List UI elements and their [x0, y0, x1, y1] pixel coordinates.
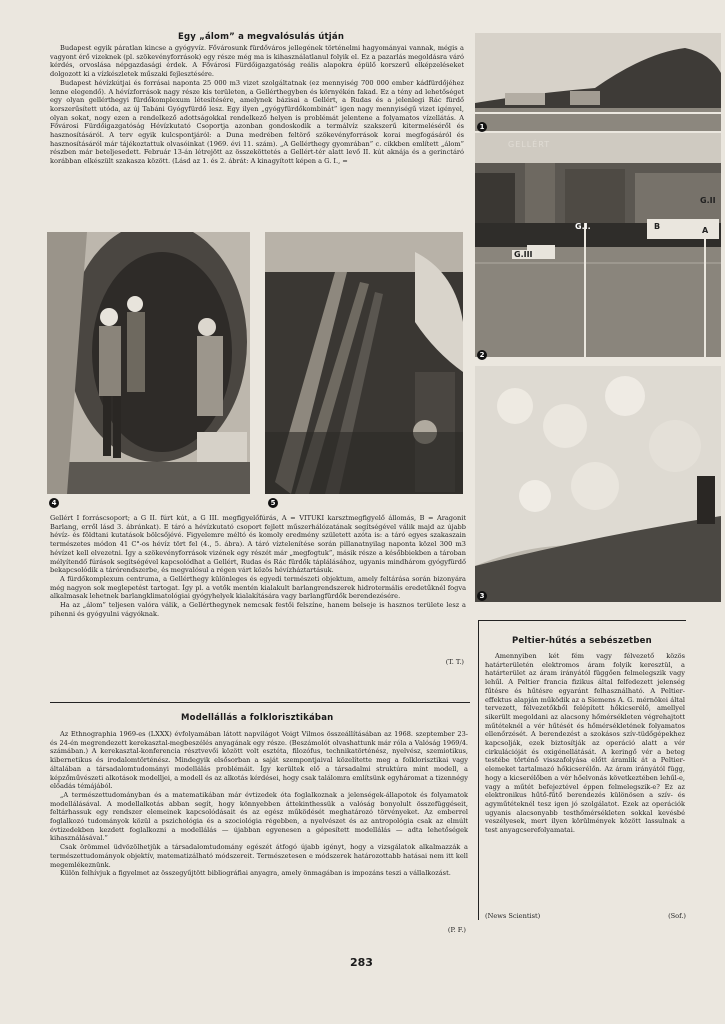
paragraph: Ha az „álom” teljesen valóra válik, a Gellérthegynek nemcsak festői felszíne, hanem belseje is hasznos területe lesz a pihenni és gyógyulni vágyóknak.: [50, 601, 466, 618]
article-title: Modellállás a folklorisztikában: [181, 713, 334, 723]
photo-label: G.III: [514, 250, 533, 259]
article-body: [50, 730, 468, 920]
divider: [478, 620, 686, 621]
gellert-hill-photo: [475, 33, 721, 131]
labeled-site-photo: [475, 133, 721, 357]
page-number: 283: [350, 956, 373, 969]
article-title: Peltier-hűtés a sebészetben: [512, 636, 652, 646]
tunnel-pipes-photo: [265, 232, 463, 494]
paragraph: Az Ethnographia 1969-es (LXXX) évfolyamában látott napvilágot Voigt Vilmos összeállításában az 1968. szeptember 23- és 24-én megrendezett kerekasztal-megbeszélés anyagának egy része. (Beszámolót olvashattunk már róla a Valóság 1969/4. számában.) A kerekasztal-konferencia résztvevői között volt esztéta, filozófus, technikatörténész, nyelvész, szemiotikus, kibernetikus és irodalomtörténész. Mindegyik elsősorban a saját szempontjaival közelítette meg a folklorisztikai vagy általában a társadalomtudományi modellálás problémáit. Így kerültek elő a társadalmi struktúra mint modell, a képzőművészeti alkotások modelljei, a modell és az alkotás kérdései, hogy csak találomra említsünk egyháromat a tizennégy előadás témájából.: [50, 730, 468, 791]
paragraph: Amennyiben két fém vagy félvezető közös határterületén elektromos áram folyik keresztül, a határterület az áram irányától függően felmelegszik vagy lehűl. A Peltier francia fizikus által felfedezett jelenség fűtésre és hűtésre egyaránt felhasználható. A Peltier-effektus alapján működik az a Siemens A. G. mérnökei által tervezett, félvezetőkből felépített hőkicserélő, amellyel sikerült megoldani az alacsony hőmérsékleten végrehajtott műtéteknél a vér hűtését és hőmérsékletének folyamatos ellenőrzését. A berendezést a szokásos szív-tüdőgépekhez kapcsolják, ezek biztosítják az operáció alatt a vér cirkulációját és oxigénellátását. A keringő vér a beteg testébe történő visszafolyása előtt áramlik át a Peltier-elemeket tartalmazó hőkicserélőn. Az áram irányától függ, hogy a kicserélőben a vér hőelvonás következtében lehűl-e, vagy a műtét befejeztével éppen felmelegszik-e? Ez az elektronikus hűtő-fűtő berendezés különösen a szív- és agyműtéteknél tesz igen jó szolgálatot. Ezek az operációk ugyanis alacsonyabb testhőmérsékleten sokkal kevésbé veszélyesek, mert ilyen körülmények között lassulnak a test anyagcserefolyamatai.: [485, 652, 685, 835]
article-body: [50, 44, 464, 216]
paragraph: Budapest egyik páratlan kincse a gyógyvíz. Fővárosunk fürdőváros jellegének történelmi hagyományai vannak, mégis a vagyont érő vizeknek (pl. szökevényforrások) egy része még ma is kihasználatlanul folyik el. Ez a pazarlás megoldásra váró kérdés, orvoslása népgazdasági érdek. A Fővárosi Fürdőigazgatóság reális alapokra épülő korszerű elképzeléseket dolgozott ki a vízkészletek műszaki fejlesztésére.: [50, 44, 464, 79]
article-source: (News Scientist): [485, 912, 541, 920]
figure-number: 5: [268, 498, 278, 508]
article-body: [50, 514, 466, 654]
paragraph: Csak örömmel üdvözölhetjük a társadalomtudomány egészét átfogó újabb igényt, hogy a vizsgálatok alkalmazzák a természettudományok objektív, matematizálható módszereit. Természetesen e módszerek határozottabb hatásai nem itt kell megemlékeznünk.: [50, 843, 468, 869]
divider: [478, 620, 479, 920]
article-signature: (T. T.): [445, 658, 464, 666]
aragonite-cave-photo: [475, 366, 721, 602]
photo-label: B: [654, 222, 661, 231]
photo-sign-text: GELLÉRT: [508, 140, 551, 149]
paragraph: „A természettudományban és a matematikában már évtizedek óta foglalkoznak a jelenségek-állapotok és folyamatok modellálásával. A modellalkotás abban segít, hogy könnyebben áttekinthessük a valóság bonyolult összefüggéseit, feltárhassuk egy rendszer elemeinek kapcsolódásait és az egész működését meghatározó törvényeket. Az emberrel foglalkozó tudományok közül a pszichológia és a szociológia régebben, a nyelvészet és az antropológia csak az elmúlt évtizedekben kezdett foglalkozni a modellálás — újabban egyenesen a gépesített modellálás — adta lehetőségek kihasználásával.”: [50, 790, 468, 843]
paragraph: Budapest hévízkútjai és forrásai naponta 25 000 m3 vizet szolgáltatnak (ez mennyiség 700 000 ember kádfürdőjéhez lenne elegendő). A hévízforrások nagy része kis területen, a Gellérthegyben és környékén fakad. Ez a tény ad lehetőséget egy olyan gellérthegyi fürdőkomplexum létesítésére, amelynek bázisai a Gellért, a Rudas és a jelenlegi Rác fürdő korszerűsített utóda, az új Tabáni Gyógyfürdő lesz. Egy ilyen „gyógyfürdőkombinát” igen nagy mennyiségű vizet igényel, olyan sokat, nogy ezen a rendelkező adottságokkal rendelkező helyen is problémát jelentene a folyamatos vízellátás. A Fővárosi Fürdőigazgatóság Hévízkutató Csoportja azonban gondoskodik a termálvíz szakszerű kitermeléséről és hasznosításáról. A terv egyik kulcspontjáról: a Duna medrében feltörő szökevényforrások korai megfogásáról és hasznosításáról már tájékoztattuk olvasóinkat (1969. évi 11. szám). „A Gellérthegy gyomrában” c. cikkben említett „álom” részben már beteljesedett. Február 13-án létrejött az összeköttetés a Gellért-tér alatt levő II. kút aknája és a gerinctáró korábban elkészült szakasza között. (Lásd az 1. és 2. ábrát: A kinagyított képen a G. I., =: [50, 78, 464, 166]
article-body: [485, 652, 685, 910]
paragraph: Gellért I forráscsoport; a G II. fúrt kút, a G III. megfigyelőfúrás, A = VITUKI karsztmegfigyelő állomás, B = Aragonit Barlang, erről lásd 3. ábránkat). E táró a hévízkutató csoport fejlett műszerhálózatának segítségével válik majd az újabb hévíz- és földtani kutatások bölcsőjévé. Figyelemre méltó és komoly eredmény született azóta is: a táró egyes szakaszain természetes módon 41 C°-os hévíz tört fel (4., 5. ábra). A táró víztelenítése során pillanatnyilag naponta közel 300 m3 hévízet kell elvezetni. Így a szökevényforrások vizének egy részét már „megfogtuk”, másik része a későbbiekben a tároban mélyítendő fúrások segítségével kapcsolódhat a Gellért, Rudas és Rác fürdők táplálásához, ugyanis mindhárom gyógyfürdő bekapcsolódik a tárórendszerbe, és megvalósul a régen várt közös hévízháztartásuk.: [50, 514, 466, 575]
article-title: Egy „álom” a megvalósulás útján: [178, 32, 345, 42]
divider: [50, 702, 470, 703]
paragraph: Külön felhívjuk a figyelmet az összegyűjtött bibliográfiai anyagra, amely önmagában is impozáns teszi a vállalkozást.: [60, 869, 451, 878]
article-signature: (Sof.): [668, 912, 686, 920]
photo-label: G.I.: [575, 222, 591, 231]
photo-label: G.II: [700, 196, 716, 205]
figure-number: 2: [477, 350, 487, 360]
tunnel-workers-photo: [47, 232, 250, 494]
figure-number: 3: [477, 591, 487, 601]
paragraph: A fürdőkomplexum centruma, a Gellérthegy különleges és egyedi természeti objektum, amely feltárása során bizonyára még nagyon sok meglepetést tartogat. Így pl. a vetők mentén kialakult barlangrendszerek hidrotermális eredetűknél fogva alkalmasak lehetnek barlangklimatológiai gyógyhelyek kialakítására vagy barlangfürdők berendezésére.: [50, 574, 466, 601]
figure-number: 4: [49, 498, 59, 508]
figure-number: 1: [477, 122, 487, 132]
article-signature: (P. F.): [447, 926, 466, 934]
photo-label: A: [702, 226, 709, 235]
